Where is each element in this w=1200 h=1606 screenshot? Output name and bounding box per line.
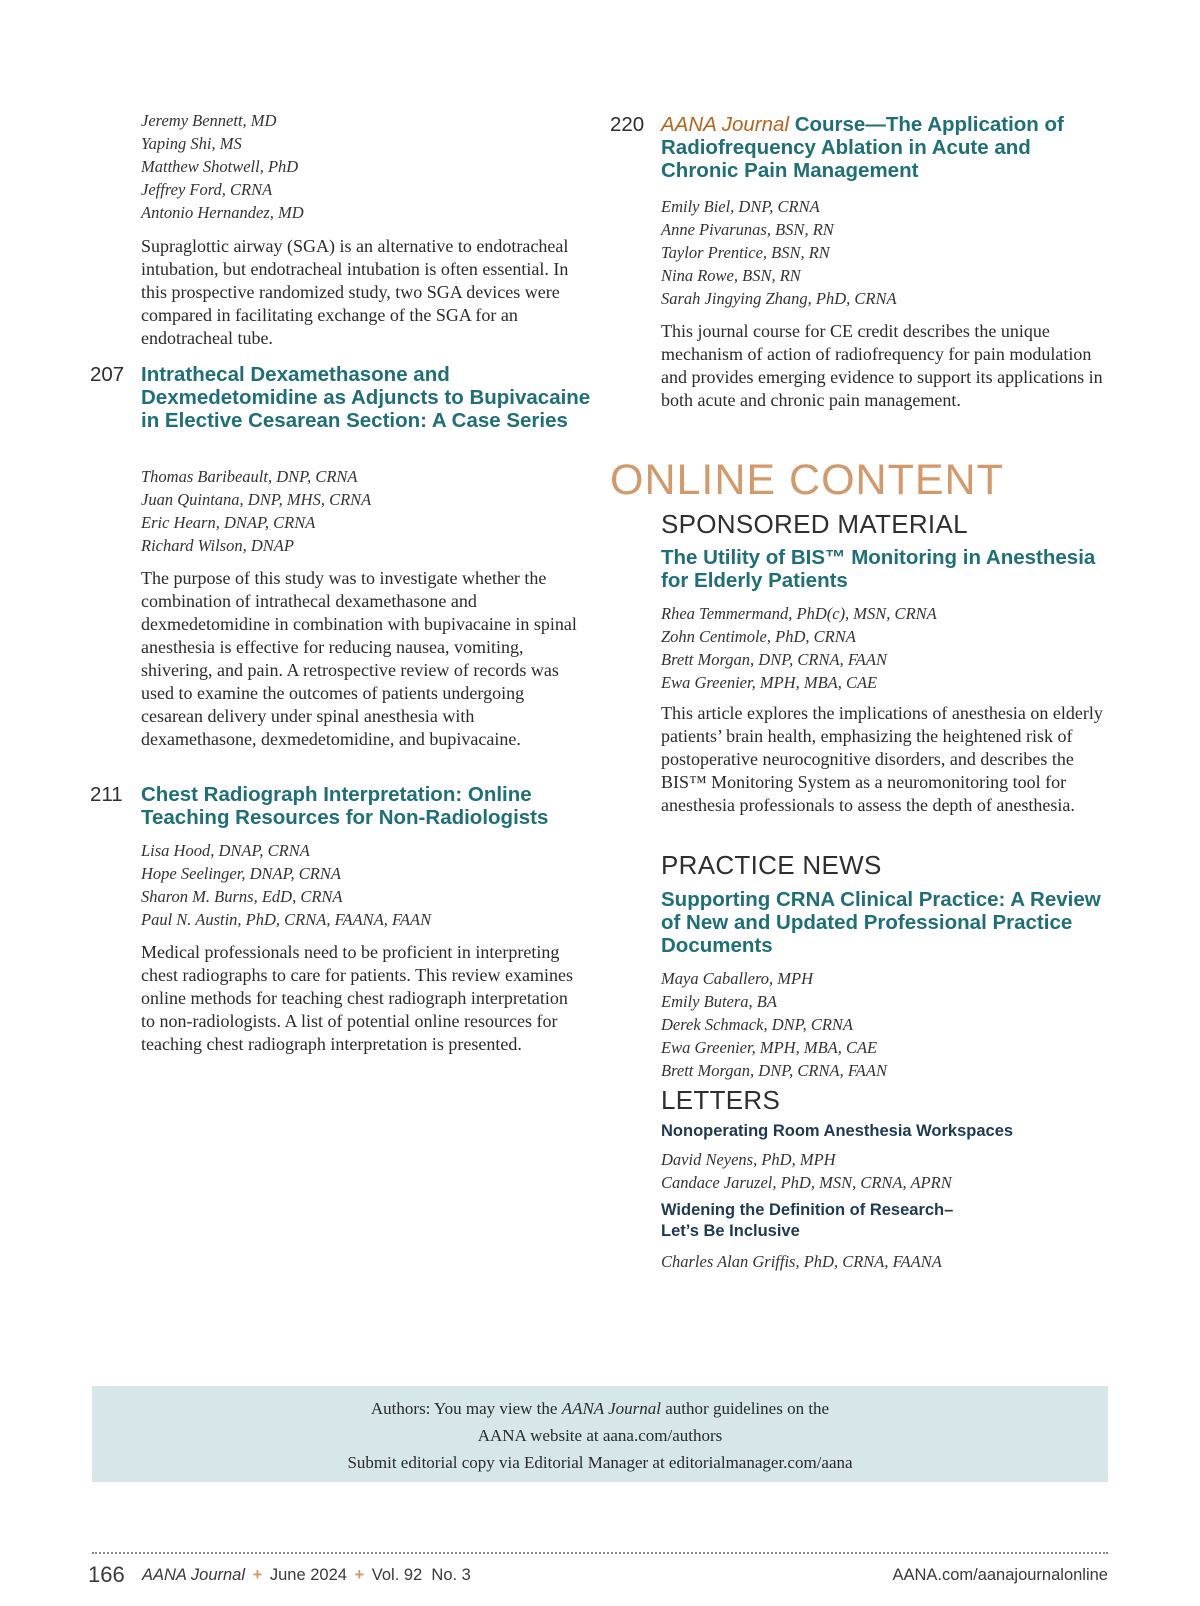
author: Juan Quintana, DNP, MHS, CRNA	[141, 490, 372, 509]
author: Paul N. Austin, PhD, CRNA, FAANA, FAAN	[141, 910, 432, 929]
footer-page-number: 166	[88, 1562, 125, 1587]
author: Zohn Centimole, PhD, CRNA	[661, 627, 856, 646]
notice-text: Authors: You may view the	[370, 1399, 562, 1418]
author: Jeffrey Ford, CRNA	[141, 180, 273, 199]
author: Taylor Prentice, BSN, RN	[661, 243, 830, 262]
footer-divider	[92, 1552, 1108, 1554]
author: Emily Butera, BA	[661, 992, 777, 1011]
notice-line	[92, 1395, 1108, 1422]
author: Maya Caballero, MPH	[661, 969, 813, 988]
author: Yaping Shi, MS	[141, 134, 242, 153]
author: Candace Jaruzel, PhD, MSN, CRNA, APRN	[661, 1173, 952, 1192]
issue-number: No. 3	[431, 1566, 471, 1584]
online-content-heading: ONLINE CONTENT	[610, 456, 1004, 504]
letter-title[interactable]	[661, 1200, 1081, 1242]
practice-article-title[interactable]: Supporting CRNA Clinical Practice: A Review of New and Updated Professional Practice Documents	[661, 888, 1101, 957]
separator-icon: +	[354, 1566, 365, 1584]
issue-date: June 2024	[269, 1566, 347, 1584]
notice-text: author guidelines on the	[661, 1399, 830, 1418]
letters-heading: LETTERS	[661, 1085, 781, 1115]
author: Jeremy Bennett, MD	[141, 111, 277, 130]
author: Brett Morgan, DNP, CRNA, FAAN	[661, 650, 887, 669]
author: Charles Alan Griffis, PhD, CRNA, FAANA	[661, 1252, 942, 1271]
author-list	[661, 967, 887, 1082]
author: Antonio Hernandez, MD	[141, 203, 304, 222]
practice-news-heading: PRACTICE NEWS	[661, 850, 882, 880]
author: Nina Rowe, BSN, RN	[661, 266, 801, 285]
sponsored-material-heading: SPONSORED MATERIAL	[661, 509, 968, 539]
author: Matthew Shotwell, PhD	[141, 157, 299, 176]
author-list	[141, 109, 304, 224]
separator-icon: +	[252, 1566, 263, 1584]
author-list	[661, 1148, 952, 1194]
journal-name: AANA Journal	[142, 1566, 246, 1584]
author-list	[661, 602, 937, 694]
author: Rhea Temmermand, PhD(c), MSN, CRNA	[661, 604, 937, 623]
letter-title-line: Widening the Definition of Research–	[661, 1201, 954, 1219]
author: Emily Biel, DNP, CRNA	[661, 197, 820, 216]
author: Anne Pivarunas, BSN, RN	[661, 220, 834, 239]
sponsored-article-title[interactable]: The Utility of BIS™ Monitoring in Anesthesia for Elderly Patients	[661, 546, 1096, 592]
article-abstract: This article explores the implications of anesthesia on elderly patients’ brain health, emphasizing the heightened risk of postoperative neurocognitive disorders, and describes the BIS™ Monitoring System as a neuromonitoring tool for anesthesia professionals to assess the depth of anesthesia.	[661, 703, 1103, 815]
author: Sharon M. Burns, EdD, CRNA	[141, 887, 343, 906]
article-abstract: Medical professionals need to be proficient in interpreting chest radiographs to care for patients. This review examines online methods for teaching chest radiograph interpretation to non-radiologists. A list of potential online resources for teaching chest radiograph interpretation is presented.	[141, 942, 574, 1054]
article-abstract: This journal course for CE credit describes the unique mechanism of action of radiofrequency for pain modulation and provides emerging evidence to support its applications in both acute and chronic pain management.	[661, 321, 1103, 410]
page-number-220: 220	[610, 113, 645, 136]
notice-line[interactable]: AANA website at aana.com/authors	[477, 1426, 723, 1445]
letter-title[interactable]: Nonoperating Room Anesthesia Workspaces	[661, 1122, 1014, 1140]
title-text: Course—The Application of Radiofrequency Ablation in Acute and Chronic Pain Management	[661, 113, 1064, 182]
author-list	[141, 839, 431, 931]
author: Sarah Jingying Zhang, PhD, CRNA	[661, 289, 897, 308]
article-abstract: The purpose of this study was to investigate whether the combination of intrathecal dexamethasone and dexmedetomidine in combination with bupivacaine in spinal anesthesia is effective for reducing nausea, vomiting, shivering, and pain. A retrospective review of records was used to examine the outcomes of patients undergoing cesarean delivery under spinal anesthesia with dexamethasone, dexmedetomidine, and bupivacaine.	[141, 568, 577, 749]
author: Derek Schmack, DNP, CRNA	[661, 1015, 853, 1034]
author: Ewa Greenier, MPH, MBA, CAE	[661, 1038, 878, 1057]
article-title-211[interactable]: Chest Radiograph Interpretation: Online Teaching Resources for Non-Radiologists	[141, 783, 549, 829]
journal-name: AANA Journal	[661, 113, 789, 136]
author: Eric Hearn, DNAP, CRNA	[141, 513, 316, 532]
author-list	[661, 195, 897, 310]
page-number-207: 207	[90, 363, 125, 386]
page-number-211: 211	[90, 783, 123, 806]
author: Lisa Hood, DNAP, CRNA	[141, 841, 310, 860]
volume: Vol. 92	[371, 1566, 423, 1584]
footer-citation	[142, 1566, 471, 1585]
notice-line[interactable]: Submit editorial copy via Editorial Manager at editorialmanager.com/aana	[347, 1453, 853, 1472]
author: Hope Seelinger, DNAP, CRNA	[141, 864, 341, 883]
author-list	[661, 1250, 942, 1273]
article-title-207[interactable]: Intrathecal Dexamethasone and Dexmedetomidine as Adjuncts to Bupivacaine in Elective Cesarean Section: A Case Series	[141, 363, 591, 432]
author-guidelines-notice	[92, 1386, 1108, 1482]
author: David Neyens, PhD, MPH	[661, 1150, 836, 1169]
journal-name: AANA Journal	[561, 1399, 662, 1418]
author: Brett Morgan, DNP, CRNA, FAAN	[661, 1061, 887, 1080]
article-abstract: Supraglottic airway (SGA) is an alternative to endotracheal intubation, but endotracheal intubation is often essential. In this prospective randomized study, two SGA devices were compared in facilitating exchange of the SGA for an endotracheal tube.	[141, 236, 569, 348]
author: Ewa Greenier, MPH, MBA, CAE	[661, 673, 878, 692]
author: Richard Wilson, DNAP	[141, 536, 294, 555]
author-list	[141, 465, 371, 557]
footer-website-link[interactable]: AANA.com/aanajournalonline	[892, 1566, 1108, 1584]
letter-title-line: Let’s Be Inclusive	[661, 1222, 800, 1240]
author: Thomas Baribeault, DNP, CRNA	[141, 467, 358, 486]
article-title-220[interactable]	[661, 113, 1111, 182]
page-footer	[88, 1562, 1108, 1592]
